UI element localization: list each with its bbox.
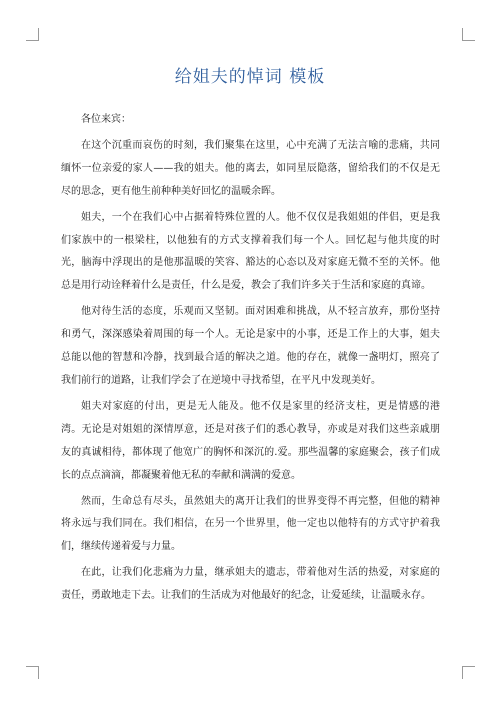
paragraph-4: 姐夫对家庭的付出，更是无人能及。他不仅是家里的经济支柱，更是情感的港湾。无论是对姐姐的深情厚意，还是对孩子们的悉心教导，亦或是对我们这些亲戚朋友的真诚相待，都体现了他宽广的胸怀和深沉的.爱。那些温馨的家庭聚会，孩子们成长的点点滴滴，都凝聚着他无私的奉献和满满的爱意。 bbox=[61, 400, 440, 481]
paragraph-5: 然而，生命总有尽头，虽然姐夫的离开让我们的世界变得不再完整，但他的精神将永远与我们同在。我们相信，在另一个世界里，他一定也以他特有的方式守护着我们，继续传递着爱与力量。 bbox=[61, 495, 440, 553]
paragraph-1: 在这个沉重而哀伤的时刻，我们聚集在这里，心中充满了无法言喻的悲痛，共同缅怀一位亲爱的家人——我的姐夫。他的离去，如同星辰隐落，留给我们的不仅是无尽的思念，更有他生前种种美好回忆的温暖余晖。 bbox=[61, 139, 440, 197]
document-title: 给姐夫的悼词 模板 bbox=[174, 67, 326, 87]
crop-mark-bottom-right bbox=[462, 666, 475, 679]
salutation: 各位来宾： bbox=[81, 114, 131, 125]
document-body bbox=[61, 109, 440, 611]
crop-mark-top-left bbox=[26, 28, 39, 41]
paragraph-2: 姐夫，一个在我们心中占据着特殊位置的人。他不仅仅是我姐姐的伴侣，更是我们家族中的一根梁柱，以他独有的方式支撑着我们每一个人。回忆起与他共度的时光，脑海中浮现出的是他那温暖的笑容、豁达的心态以及对家庭无微不至的关怀。他总是用行动诠释着什么是责任，什么是爱，教会了我们许多关于生活和家庭的真谛。 bbox=[61, 211, 440, 292]
paragraph-3: 他对待生活的态度，乐观而又坚韧。面对困难和挑战，从不轻言放弃，那份坚持和勇气，深深感染着周围的每一个人。无论是家中的小事，还是工作上的大事，姐夫总能以他的智慧和冷静，找到最合适的解决之道。他的存在，就像一盏明灯，照亮了我们前行的道路，让我们学会了在逆境中寻找希望，在平凡中发现美好。 bbox=[61, 306, 440, 386]
crop-mark-top-right bbox=[462, 28, 475, 41]
crop-mark-bottom-left bbox=[26, 666, 39, 679]
paragraph-6: 在此，让我们化悲痛为力量，继承姐夫的遗志，带着他对生活的热爱，对家庭的责任，勇敢地走下去。让我们的生活成为对他最好的纪念，让爱延续，让温暖永存。 bbox=[61, 567, 440, 602]
